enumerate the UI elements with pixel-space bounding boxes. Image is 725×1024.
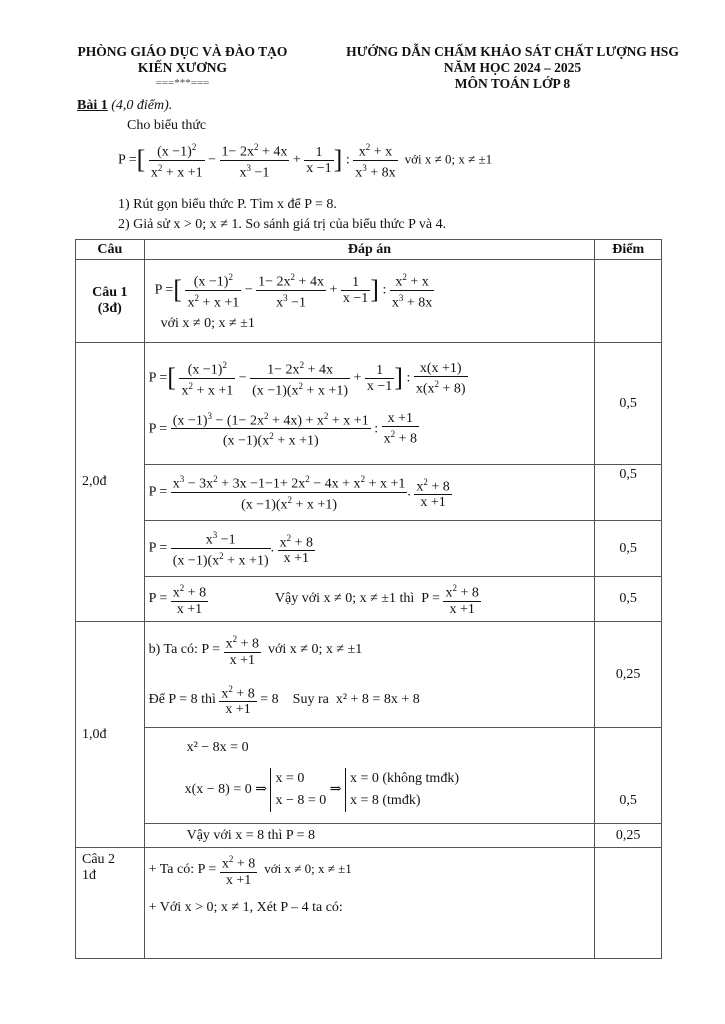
cau1-points: (3đ): [97, 301, 122, 316]
header-diem: Điểm: [595, 240, 662, 260]
c2-cond: với x ≠ 0; x ≠ ±1: [264, 861, 352, 877]
table-row: [76, 824, 662, 848]
b-eq2: x² − 8x = 0: [186, 739, 249, 755]
part-b-solve-cell: x² − 8x = 0 x(x − 8) = 0 ⇒ x = 0 x − 8 = 0 ⇒ x = 0 (không tmđk) x = 8 (tmđk): [144, 728, 595, 824]
b-conclusion: Vậy với x = 8 thì P = 8: [144, 824, 595, 848]
b-cond: với x ≠ 0; x ≠ ±1: [267, 641, 363, 657]
table-row: [76, 260, 662, 343]
part-b-points: 1,0đ: [76, 622, 145, 848]
problem-expression: P =[ $\frac{(x -1)^2}{x^2 + x +1}$ − $\frac{1- 2x^2 + 4x}{x^3 -1}$ + $\frac{1}{x -1}$ ] : $\frac{x^2 + x}{x^3 + 8x}$ với x ≠ 0; x ≠ ±1: [118, 142, 493, 181]
table-row: [76, 848, 662, 959]
cau2-score-cell: [595, 848, 662, 959]
problem-condition: với x ≠ 0; x ≠ ±1: [404, 151, 493, 167]
b-intro: b) Ta có:: [148, 641, 198, 657]
table-row: [76, 521, 662, 577]
table-row: [76, 465, 662, 521]
cau1-score-cell: [595, 260, 662, 343]
subject: MÔN TOÁN LỚP 8: [454, 76, 571, 91]
part-a-points: 2,0đ: [76, 343, 145, 622]
score-cell: 0,5: [595, 465, 662, 521]
c2-line2: + Với x > 0; x ≠ 1, Xét P – 4 ta có:: [148, 899, 343, 915]
b-res1: x = 0 (không tmđk): [349, 770, 459, 786]
part-b-cell: b) Ta có: P = $\frac{x^2 + 8}{x +1}$ với x ≠ 0; x ≠ ±1 Để P = 8 thì $\frac{x^2 + 8}{x +1}$ = 8 Suy ra x² + 8 = 8x + 8: [144, 622, 595, 728]
step2-cell: P = $\frac{x^3 - 3x^2 + 3x -1-1+ 2x^2 - 4x + x^2 + x +1}{(x -1)(x^2 + x +1)}$ . $\frac{x^2 + 8}{x +1}$: [144, 465, 595, 521]
cau2-label: Câu 2: [82, 852, 116, 867]
score-cell: 0,25: [595, 622, 662, 728]
problem-intro: Cho biểu thức: [127, 118, 207, 133]
table-header-row: [76, 240, 662, 260]
b-eq1: x² + 8 = 8x + 8: [335, 691, 420, 707]
question-2: 2) Giả sử x > 0; x ≠ 1. So sánh giá trị của biểu thức P và 4.: [118, 217, 447, 232]
score-cell: 0,5: [595, 577, 662, 622]
dept-name: PHÒNG GIÁO DỤC VÀ ĐÀO TẠO: [77, 44, 288, 59]
b-res2: x = 8 (tmđk): [349, 792, 421, 808]
header-separator: ===***===: [155, 77, 210, 89]
b-case2: x − 8 = 0: [275, 792, 327, 808]
score-cell: 0,5: [595, 343, 662, 465]
step3-cell: P = $\frac{x^3 -1}{(x -1)(x^2 + x +1)}$ . $\frac{x^2 + 8}{x +1}$: [144, 521, 595, 577]
table-row: [76, 622, 662, 728]
step1-cell: P =[ $\frac{(x -1)^2}{x^2 + x +1}$ − $\frac{1- 2x^2 + 4x}{(x -1)(x^2 + x +1)}$ + $\frac{1}{x -1}$ ] : $\frac{x(x +1)}{x(x^2 + 8)}$ P = $\frac{(x -1)^3 - (1- 2x^2 + 4x) + x^2 + x +1}{(x -1)(x^2 + x +1)}$ : $\frac{x +1}{x^2 + 8}$: [144, 343, 595, 465]
cau2-content-cell: + Ta có: P = $\frac{x^2 + 8}{x +1}$ với x ≠ 0; x ≠ ±1 + Với x > 0; x ≠ 1, Xét P – 4 ta có:: [144, 848, 595, 959]
problem-title: Bài 1: [77, 98, 108, 113]
header-dap-an: Đáp án: [144, 240, 595, 260]
table-row: [76, 728, 662, 824]
score-cell: 0,5: [595, 521, 662, 577]
step4-cell: P = $\frac{x^2 + 8}{x +1}$ Vậy với x ≠ 0; x ≠ ±1 thì P = $\frac{x^2 + 8}{x +1}$: [144, 577, 595, 622]
doc-title: HƯỚNG DẪN CHẤM KHẢO SÁT CHẤT LƯỢNG HSG: [346, 44, 679, 59]
c2-intro: + Ta có:: [148, 862, 195, 878]
score-cell: 0,5: [595, 728, 662, 824]
b-suyra: Suy ra: [292, 691, 329, 707]
answer-table: [75, 239, 662, 959]
table-row: [76, 343, 662, 465]
school-year: NĂM HỌC 2024 – 2025: [443, 60, 582, 75]
score-cell: 0,25: [595, 824, 662, 848]
cau1-label: Câu 1: [92, 285, 128, 300]
b-de: Để P = 8 thì: [148, 691, 216, 707]
cau1-expression-cell: P =[ $\frac{(x -1)^2}{x^2 + x +1}$ − $\frac{1- 2x^2 + 4x}{x^3 -1}$ + $\frac{1}{x -1}$ ] : $\frac{x^2 + x}{x^3 + 8x}$ với x ≠ 0; x ≠ ±1: [144, 260, 595, 343]
cau1-cell: [76, 260, 145, 343]
problem-points: (4,0 điểm).: [111, 98, 173, 113]
cau2-points: 1đ: [82, 868, 96, 883]
cau1-condition: với x ≠ 0; x ≠ ±1: [160, 316, 255, 332]
b-case1: x = 0: [275, 770, 305, 786]
district-name: KIẾN XƯƠNG: [137, 60, 228, 75]
problem-heading: [77, 98, 172, 114]
row5-text: Vậy với x ≠ 0; x ≠ ±1 thì: [274, 591, 415, 607]
b-eq3: x(x − 8) = 0 ⇒: [184, 781, 267, 797]
header-cau: Câu: [76, 240, 145, 260]
question-1: 1) Rút gọn biểu thức P. Tìm x để P = 8.: [118, 197, 337, 212]
cau2-cell: [76, 848, 145, 959]
table-row: [76, 577, 662, 622]
